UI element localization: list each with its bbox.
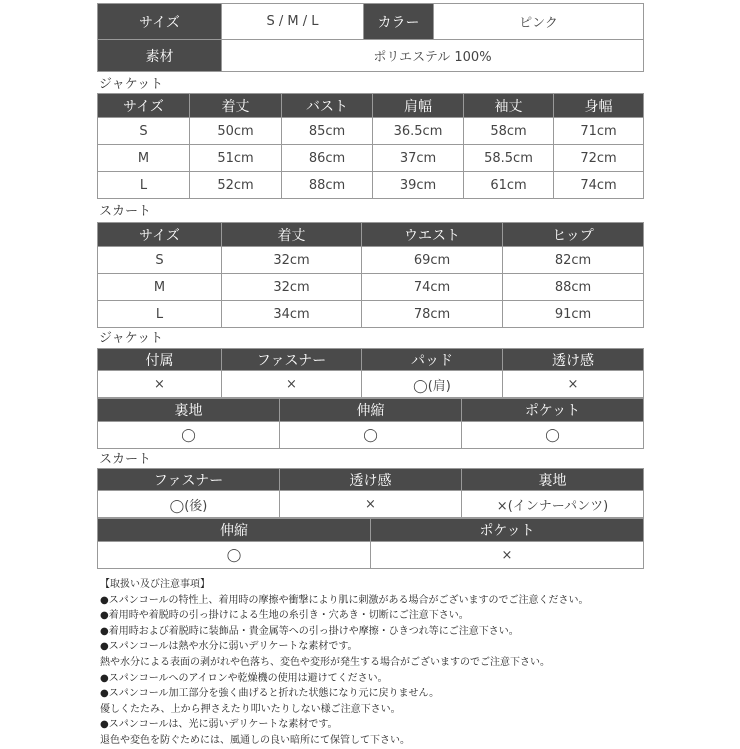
column-header: バスト: [282, 94, 373, 118]
table-cell: ◯(肩): [362, 371, 503, 398]
skirt-size-title: スカート: [99, 204, 152, 219]
jacket-size-table: [97, 93, 644, 199]
column-header: ウエスト: [362, 223, 503, 247]
table-cell: L: [98, 172, 190, 199]
table-row: [98, 118, 644, 145]
jacket-detail-table-2: [97, 398, 644, 449]
table-cell: 58cm: [464, 118, 554, 145]
table-cell: ×: [222, 371, 362, 398]
table-cell: 74cm: [362, 274, 503, 301]
table-cell: 32cm: [222, 247, 362, 274]
color-value: ピンク: [434, 4, 644, 40]
table-cell: 78cm: [362, 301, 503, 328]
table-cell: 58.5cm: [464, 145, 554, 172]
column-header: ポケット: [462, 399, 644, 422]
column-header: 付属: [98, 349, 222, 371]
size-value: S / M / L: [222, 4, 364, 40]
table-cell: 91cm: [503, 301, 644, 328]
note-line: 熱や水分による表面の剥がれや色落ち、変色や変形が発生する場合がございますのでご注意下さい。: [100, 656, 550, 668]
skirt-detail-title: スカート: [99, 452, 152, 467]
size-label: サイズ: [98, 4, 222, 40]
table-row: [98, 172, 644, 199]
note-line: 退色や変色を防ぐためには、風通しの良い暗所にて保管して下さい。: [100, 734, 410, 746]
table-cell: ×: [371, 542, 644, 569]
table-cell: 86cm: [282, 145, 373, 172]
table-cell: ◯(後): [98, 491, 280, 518]
table-row: [98, 422, 644, 449]
table-cell: 34cm: [222, 301, 362, 328]
column-header: サイズ: [98, 223, 222, 247]
note-line: ●スパンコール加工部分を強く曲げると折れた状態になり元に戻りません。: [100, 688, 440, 700]
note-line: ●着用時や着脱時の引っ掛けによる生地の糸引き・穴あき・切断にご注意下さい。: [100, 610, 469, 622]
notes-heading: 【取扱い及び注意事項】: [100, 579, 210, 590]
table-row: [98, 145, 644, 172]
table-cell: 39cm: [373, 172, 464, 199]
table-row: [98, 274, 644, 301]
note-line: ●スパンコールへのアイロンや乾燥機の使用は避けてください。: [100, 672, 388, 684]
care-notes: [100, 577, 660, 749]
table-cell: 36.5cm: [373, 118, 464, 145]
summary-table: [97, 3, 644, 72]
table-row: [98, 491, 644, 518]
column-header: ファスナー: [98, 469, 280, 491]
column-header: 身幅: [554, 94, 644, 118]
material-value: ポリエステル 100%: [222, 40, 644, 72]
table-cell: 69cm: [362, 247, 503, 274]
table-cell: M: [98, 145, 190, 172]
column-header: 透け感: [503, 349, 644, 371]
jacket-detail-table-1: [97, 348, 644, 398]
table-cell: 51cm: [190, 145, 282, 172]
column-header: 透け感: [280, 469, 462, 491]
column-header: 着丈: [190, 94, 282, 118]
skirt-detail-table-1: [97, 468, 644, 518]
table-cell: ◯: [462, 422, 644, 449]
column-header: 裏地: [98, 399, 280, 422]
column-header: 袖丈: [464, 94, 554, 118]
table-cell: 85cm: [282, 118, 373, 145]
table-cell: ×: [503, 371, 644, 398]
table-cell: ×(インナーパンツ): [462, 491, 644, 518]
table-cell: 71cm: [554, 118, 644, 145]
table-cell: 88cm: [503, 274, 644, 301]
table-row: [98, 301, 644, 328]
table-cell: 82cm: [503, 247, 644, 274]
table-cell: 50cm: [190, 118, 282, 145]
material-label: 素材: [98, 40, 222, 72]
column-header: サイズ: [98, 94, 190, 118]
column-header: 肩幅: [373, 94, 464, 118]
column-header: 伸縮: [280, 399, 462, 422]
table-cell: M: [98, 274, 222, 301]
skirt-detail-table-2: [97, 518, 644, 569]
table-row: [98, 542, 644, 569]
table-cell: 88cm: [282, 172, 373, 199]
table-cell: ◯: [280, 422, 462, 449]
note-line: ●着用時および着脱時に装飾品・貴金属等への引っ掛けや摩擦・ひきつれ等にご注意下さい。: [100, 625, 519, 637]
column-header: ファスナー: [222, 349, 362, 371]
column-header: ヒップ: [503, 223, 644, 247]
table-cell: L: [98, 301, 222, 328]
column-header: パッド: [362, 349, 503, 371]
table-row: [98, 247, 644, 274]
table-cell: S: [98, 247, 222, 274]
table-cell: 32cm: [222, 274, 362, 301]
table-cell: 72cm: [554, 145, 644, 172]
table-cell: ×: [98, 371, 222, 398]
color-label: カラー: [364, 4, 434, 40]
note-line: ●スパンコールは熱や水分に弱いデリケートな素材です。: [100, 641, 358, 653]
table-cell: 52cm: [190, 172, 282, 199]
table-cell: 37cm: [373, 145, 464, 172]
skirt-size-table: [97, 222, 644, 328]
jacket-detail-title: ジャケット: [99, 331, 164, 346]
note-line: ●スパンコールの特性上、着用時の摩擦や衝撃により肌に刺激がある場合がございますのでご注意ください。: [100, 594, 589, 606]
note-line: 優しくたたみ、上から押さえたり叩いたりしない様ご注意下さい。: [100, 703, 401, 715]
column-header: ポケット: [371, 519, 644, 542]
table-row: [98, 371, 644, 398]
column-header: 伸縮: [98, 519, 371, 542]
table-cell: 61cm: [464, 172, 554, 199]
table-cell: ×: [280, 491, 462, 518]
table-cell: ◯: [98, 422, 280, 449]
column-header: 着丈: [222, 223, 362, 247]
jacket-size-title: ジャケット: [99, 77, 164, 92]
table-cell: ◯: [98, 542, 371, 569]
table-cell: 74cm: [554, 172, 644, 199]
column-header: 裏地: [462, 469, 644, 491]
note-line: ●スパンコールは、光に弱いデリケートな素材です。: [100, 719, 338, 731]
table-cell: S: [98, 118, 190, 145]
